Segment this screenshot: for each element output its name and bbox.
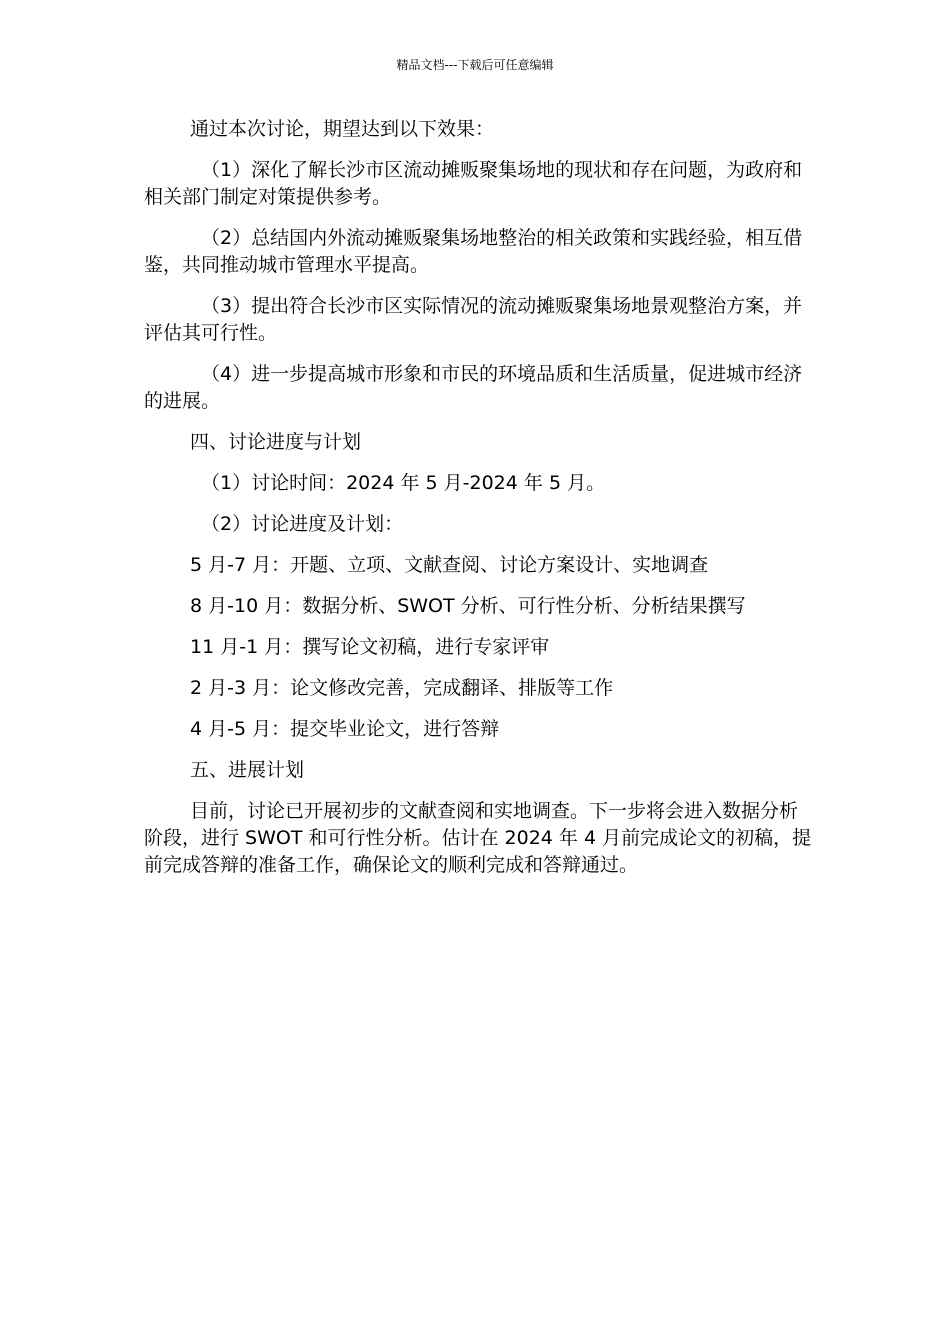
section-heading-4: 四、讨论进度与计划 bbox=[190, 431, 362, 453]
goal-item-3: （3）提出符合长沙市区实际情况的流动摊贩聚集场地景观整治方案，并评估其可行性。 bbox=[144, 295, 803, 344]
schedule-item-3: 11 月-1 月：撰写论文初稿，进行专家评审 bbox=[190, 636, 550, 658]
goal-item-1: （1）深化了解长沙市区流动摊贩聚集场地的现状和存在问题，为政府和相关部门制定对策提供参考。 bbox=[144, 159, 803, 208]
schedule-item-1: 5 月-7 月：开题、立项、文献查阅、讨论方案设计、实地调查 bbox=[190, 554, 709, 576]
page-header: 精品文档---下载后可任意编辑 bbox=[396, 58, 554, 72]
goal-item-4: （4）进一步提高城市形象和市民的环境品质和生活质量，促进城市经济的进展。 bbox=[144, 363, 803, 412]
schedule-item-4: 2 月-3 月：论文修改完善，完成翻译、排版等工作 bbox=[190, 677, 614, 699]
progress-paragraph: 目前，讨论已开展初步的文献查阅和实地调查。下一步将会进入数据分析阶段，进行 SWOT 和可行性分析。估计在 2024 年 4 月前完成论文的初稿，提前完成答辩的准备工作，确保论文的顺利完成和答辩通过。 bbox=[144, 800, 812, 876]
section-heading-5: 五、进展计划 bbox=[190, 759, 305, 781]
document-body bbox=[144, 116, 816, 893]
schedule-item-2: 8 月-10 月：数据分析、SWOT 分析、可行性分析、分析结果撰写 bbox=[190, 595, 746, 617]
intro-paragraph: 通过本次讨论，期望达到以下效果： bbox=[190, 118, 495, 140]
schedule-time: （1）讨论时间：2024 年 5 月-2024 年 5 月。 bbox=[201, 472, 606, 494]
schedule-plan-title: （2）讨论进度及计划： bbox=[201, 513, 404, 535]
goal-item-2: （2）总结国内外流动摊贩聚集场地整治的相关政策和实践经验，相互借鉴，共同推动城市管理水平提高。 bbox=[144, 227, 803, 276]
schedule-item-5: 4 月-5 月：提交毕业论文，进行答辩 bbox=[190, 718, 500, 740]
